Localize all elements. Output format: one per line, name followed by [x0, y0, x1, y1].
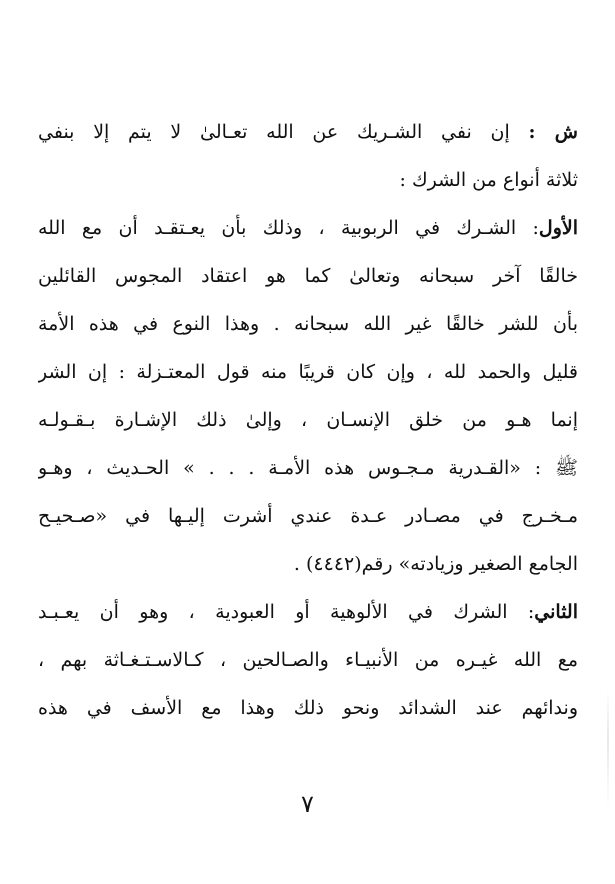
- line-text: خالقًا آخر سبحانه وتعالىٰ كما هو اعتقاد المجوس القائلين: [38, 265, 578, 287]
- line-text: : الشـرك في الربوبية ، وذلك بأن يعـتقـد أن مع الله: [38, 217, 539, 239]
- paragraph-1-line-2: [38, 156, 578, 204]
- line-text: وندائهم عند الشدائد ونحو ذلك وهذا مع الأسف في هذه: [38, 697, 578, 719]
- line-text: ﷺ : «القـدرية مـجـوس هذه الأمـة . . . » الحـديث ، وهـو: [38, 457, 578, 479]
- paragraph-2-line-6: [38, 444, 578, 492]
- paragraph-2-line-8: [38, 540, 578, 588]
- line-text: إنما هـو من خلق الإنسـان ، وإلىٰ ذلك الإشـارة بـقـولـه: [38, 409, 578, 431]
- paragraph-3-line-3: [38, 684, 578, 732]
- paragraph-2-line-3: [38, 300, 578, 348]
- paragraph-3-line-1: [38, 588, 578, 636]
- line-text: الجامع الصغير وزيادته» رقم(٤٤٤٢) .: [293, 553, 578, 575]
- paragraph-2-line-5: [38, 396, 578, 444]
- section-heading-first: الأول: [538, 217, 578, 239]
- paragraph-2-line-1: [38, 204, 578, 252]
- paragraph-2-line-7: [38, 492, 578, 540]
- line-text: قليل والحمد لله ، وإن كان قريبًا منه قول المعتـزلة : إن الشر: [38, 361, 578, 383]
- body-text: [38, 108, 578, 732]
- section-heading-second: الثاني: [534, 601, 578, 623]
- paragraph-1-line-1: [38, 108, 578, 156]
- line-text: بأن للشر خالقًا غير الله سبحانه . وهذا النوع في هذه الأمة: [38, 313, 578, 335]
- paragraph-2-line-2: [38, 252, 578, 300]
- line-text: ثلاثة أنواع من الشرك :: [399, 169, 578, 191]
- line-text: مع الله غيـره من الأنبيـاء والصـالحين ، كـالاسـتـغـاثة بهم ،: [38, 649, 578, 671]
- line-text: مـخـرج في مصـادر عـدة عندي أشرت إليـها في «صـحيـح: [38, 505, 578, 527]
- paragraph-2-line-4: [38, 348, 578, 396]
- commentary-marker: ش :: [528, 121, 578, 143]
- line-text: : الشرك في الألوهية أو العبودية ، وهو أن يعـبـد: [38, 601, 535, 623]
- paragraph-3-line-2: [38, 636, 578, 684]
- page-number: ٧: [301, 790, 314, 818]
- page-edge-shadow: [607, 690, 609, 810]
- line-text: إن نفي الشـريك عن الله تعـالىٰ لا يتم إلا بنفي: [38, 121, 529, 143]
